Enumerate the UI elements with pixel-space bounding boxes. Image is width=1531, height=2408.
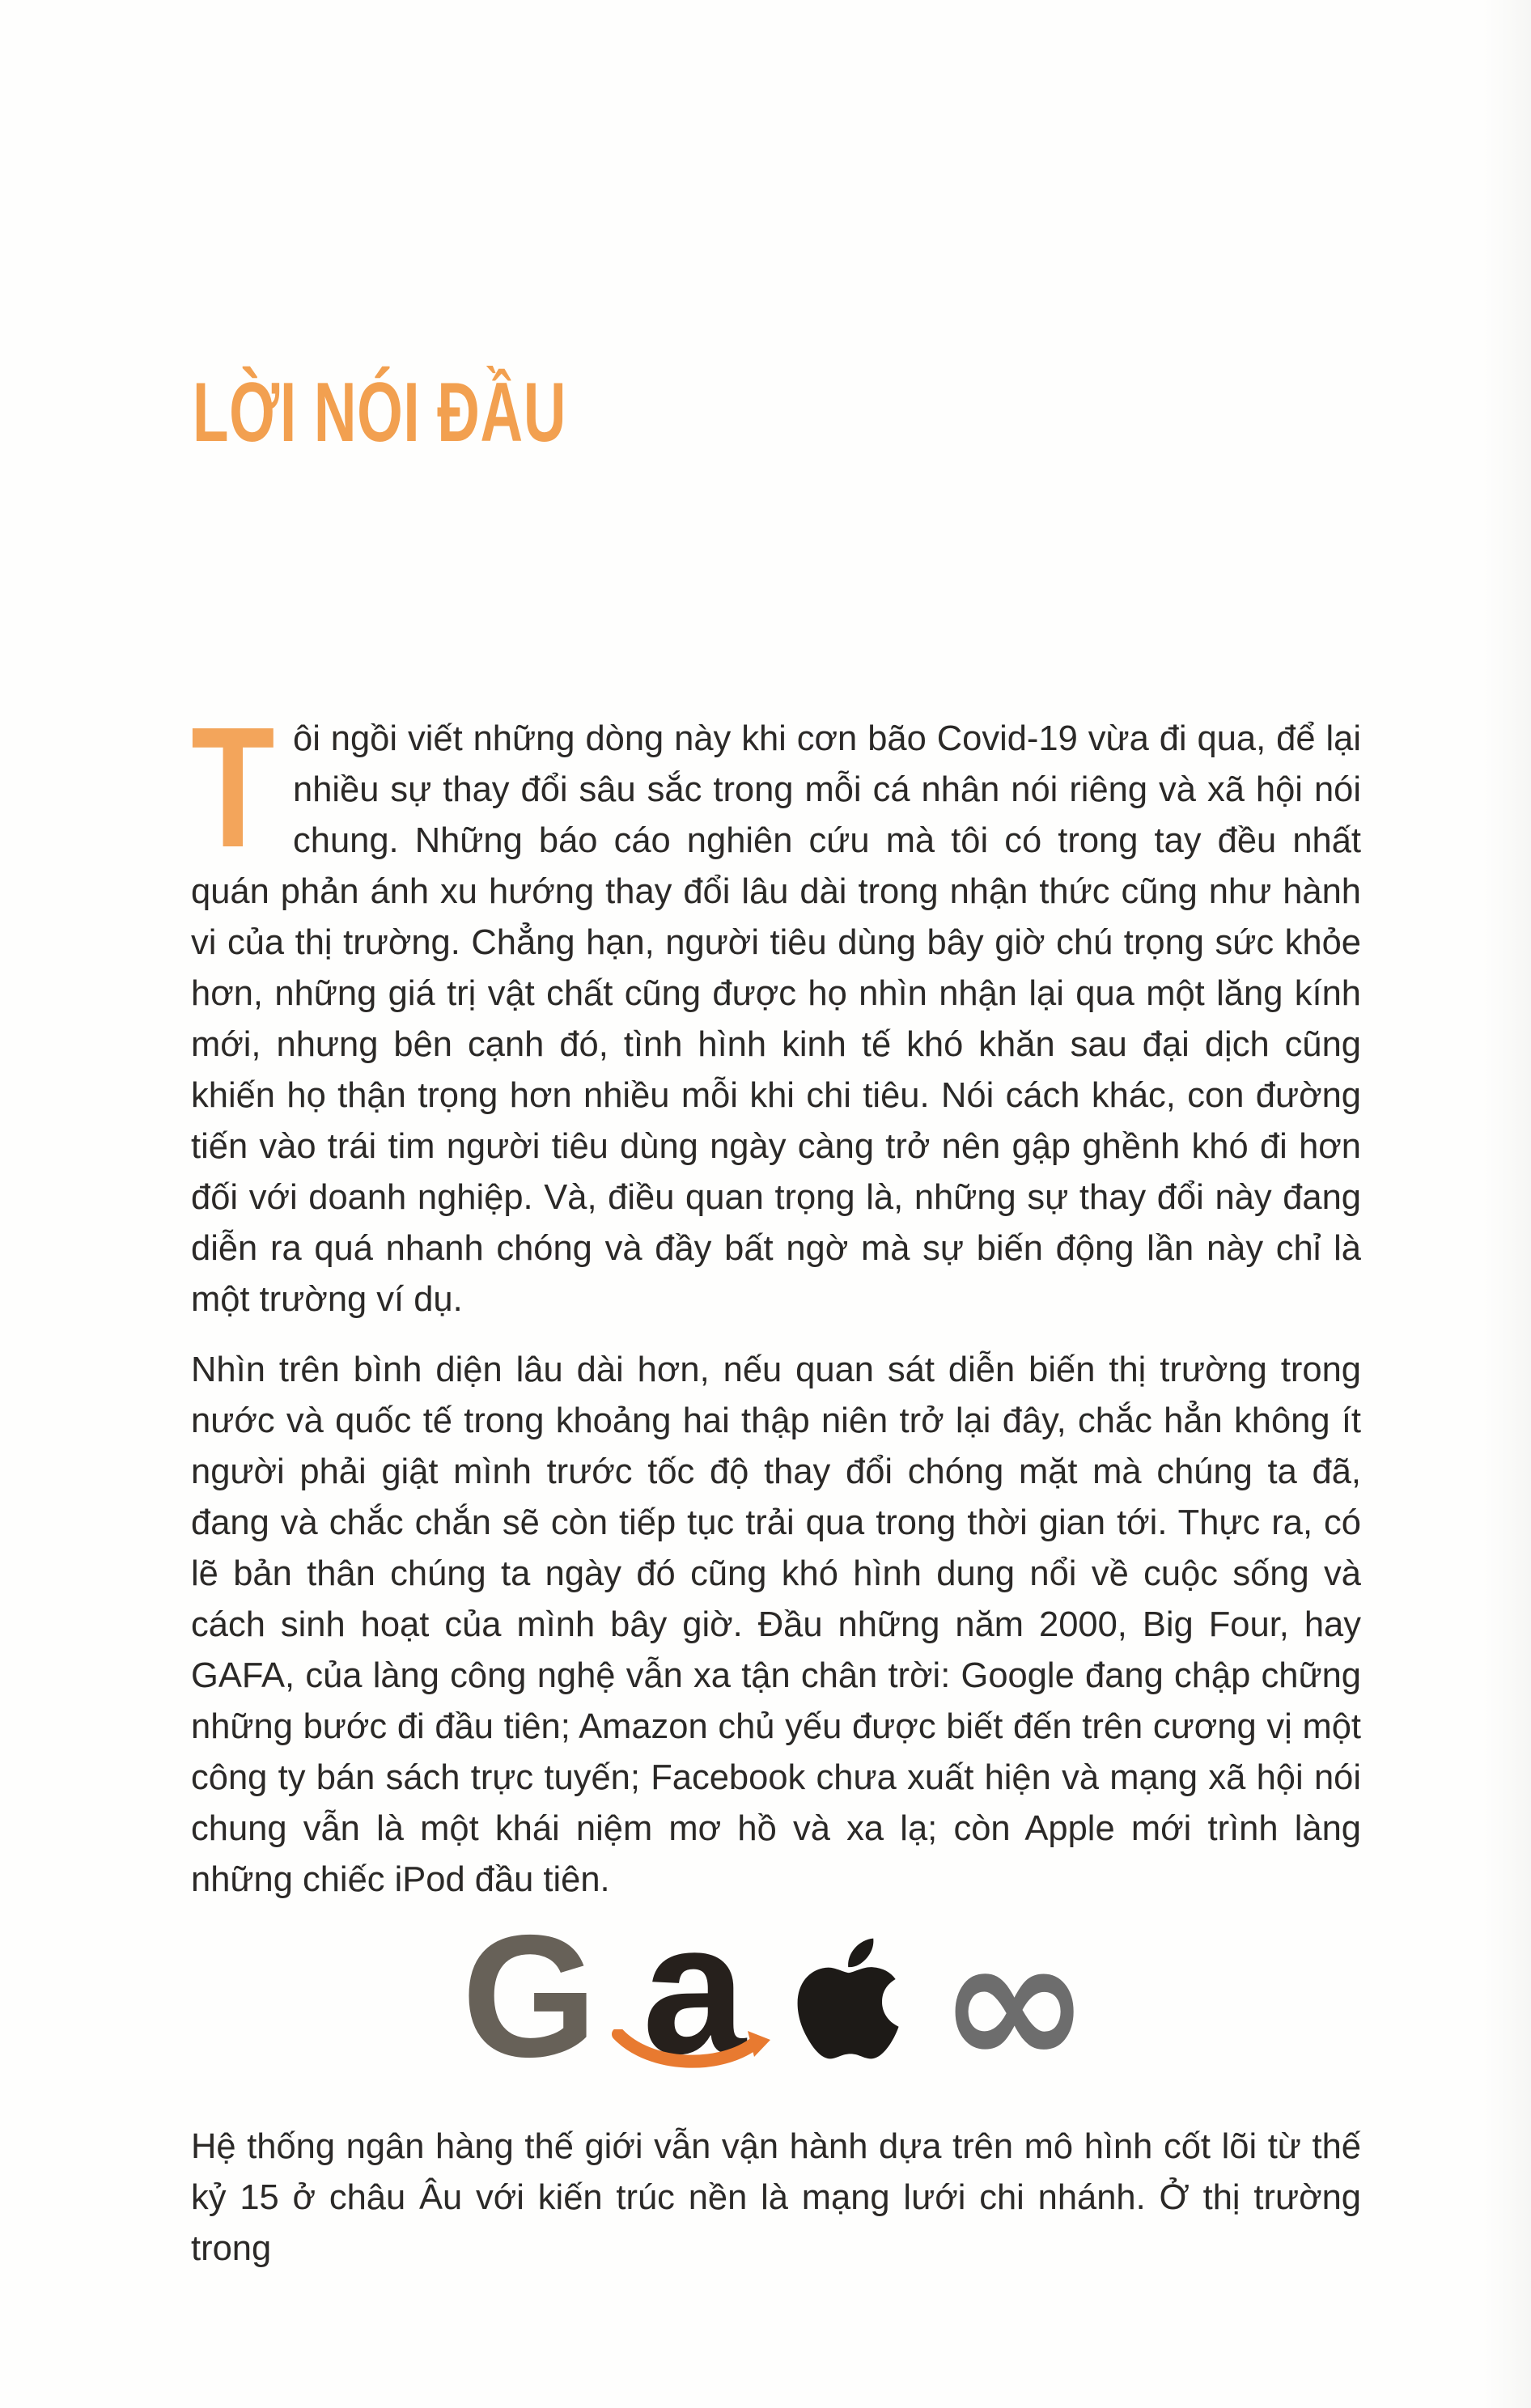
- drop-cap-letter: T: [191, 691, 275, 883]
- drop-cap: [191, 691, 293, 883]
- paragraph-intro-text: ôi ngồi viết những dòng này khi cơn bão Covid-19 vừa đi qua, để lại nhiều sự thay đổi sâu sắc trong mỗi cá nhân nói riêng và xã hội nói chung. Những báo cáo nghiên cứu mà tôi có trong tay đều nhất quán phản ánh xu hướng thay đổi lâu dài trong nhận thức cũng như hành vi của thị trường. Chẳng hạn, người tiêu dùng bây giờ chú trọng sức khỏe hơn, những giá trị vật chất cũng được họ nhìn nhận lại qua một lăng kính mới, nhưng bên cạnh đó, tình hình kinh tế khó khăn sau đại dịch cũng khiến họ thận trọng hơn nhiều mỗi khi chi tiêu. Nói cách khác, con đường tiến vào trái tim người tiêu dùng ngày càng trở nên gập ghềnh khó đi hơn đối với doanh nghiệp. Và, điều quan trọng là, những sự thay đổi này đang diễn ra quá nhanh chóng và đầy bất ngờ mà sự biến động lần này chỉ là một trường ví dụ.: [191, 719, 1361, 1319]
- amazon-a-glyph: a: [642, 1884, 746, 2092]
- paragraph-intro: [191, 691, 1361, 1325]
- paragraph-three: Hệ thống ngân hàng thế giới vẫn vận hành dựa trên mô hình cốt lõi từ thế kỷ 15 ở châu Âu với kiến trúc nền là mạng lưới chi nhánh. Ở thị trường trong: [191, 2127, 1361, 2268]
- amazon-smile-arrow-icon: [612, 2029, 774, 2078]
- google-logo-icon: G: [461, 1897, 597, 2093]
- apple-logo-icon: [796, 1930, 900, 2067]
- page-title: LỜI NÓI ĐẦU: [193, 365, 567, 460]
- paragraph-two: Nhìn trên bình diện lâu dài hơn, nếu quan sát diễn biến thị trường trong nước và quốc tế trong khoảng hai thập niên trở lại đây, chắc hẳn không ít người phải giật mình trước tốc độ thay đổi chóng mặt mà chúng ta đã, đang và chắc chắn sẽ còn tiếp tục trải qua trong thời gian tới. Thực ra, có lẽ bản thân chúng ta ngày đó cũng khó hình dung nổi về cuộc sống và cách sinh hoạt của mình bây giờ. Đầu những năm 2000, Big Four, hay GAFA, của làng công nghệ vẫn xa tận chân trời: Google đang chập chững những bước đi đầu tiên; Amazon chủ yếu được biết đến trên cương vị một công ty bán sách trực tuyến; Facebook chưa xuất hiện và mạng xã hội nói chung vẫn là một khái niệm mơ hồ và xa lạ; còn Apple mới trình làng những chiếc iPod đầu tiên.: [191, 1350, 1361, 1899]
- amazon-logo-icon: [636, 1884, 757, 2092]
- meta-logo-icon: ∞: [938, 1897, 1091, 2109]
- gafa-logos-row: [191, 1884, 1361, 2109]
